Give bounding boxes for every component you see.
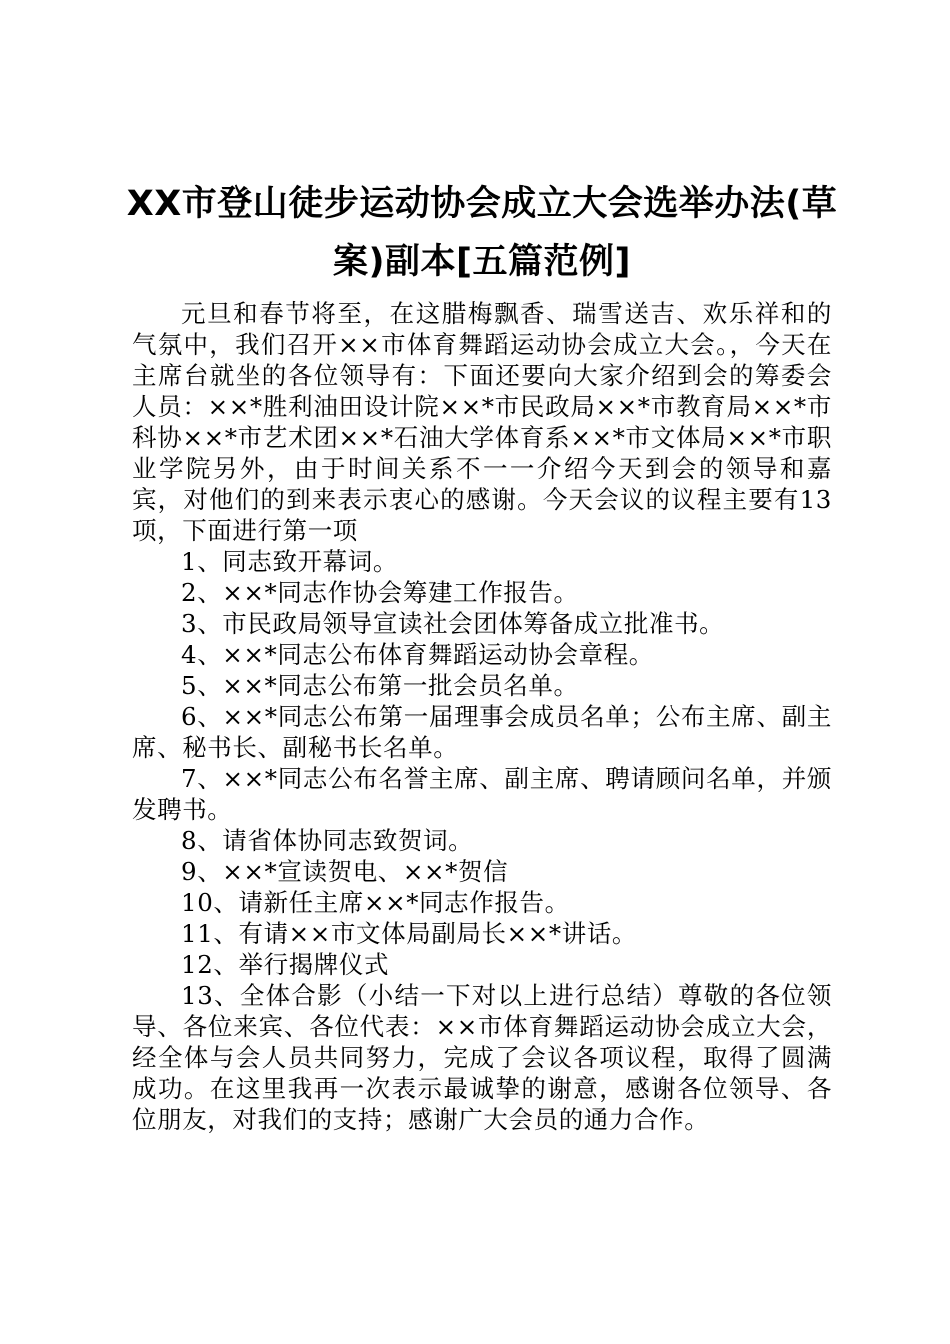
- agenda-item-3: 3、市民政局领导宣读社会团体筹备成立批准书。: [181, 609, 725, 638]
- agenda-item-4: 4、××*同志公布体育舞蹈运动协会章程。: [181, 640, 654, 669]
- agenda-item-5: 5、××*同志公布第一批会员名单。: [181, 671, 579, 700]
- agenda-item-6: 6、××*同志公布第一届理事会成员名单；公布主席、副主席、秘书长、副秘书长名单。: [132, 702, 832, 762]
- document-title: XX市登山徒步运动协会成立大会选举办法(草案)副本[五篇范例]: [126, 184, 838, 282]
- agenda-item-13-closing: 13、全体合影（小结一下对以上进行总结）尊敬的各位领导、各位来宾、各位代表：××市体育舞蹈运动协会成立大会，经全体与会人员共同努力，完成了会议各项议程，取得了圆满成功。在这里我再一次表示最诚挚的谢意，感谢各位领导、各位朋友，对我们的支持；感谢广大会员的通力合作。: [132, 981, 832, 1134]
- agenda-item-9: 9、××*宣读贺电、××*贺信: [181, 857, 509, 886]
- agenda-item-2: 2、××*同志作协会筹建工作报告。: [181, 578, 579, 607]
- agenda-item-1: 1、同志致开幕词。: [181, 547, 398, 576]
- intro-paragraph: 元旦和春节将至，在这腊梅飘香、瑞雪送吉、欢乐祥和的气氛中，我们召开××市体育舞蹈运动协会成立大会。，今天在主席台就坐的各位领导有：下面还要向大家介绍到会的筹委会人员：××*胜利油田设计院××*市民政局××*市教育局××*市科协××*市艺术团××*石油大学体育系××*市文体局××*市职业学院另外，由于时间关系不一一介绍今天到会的领导和嘉宾，对他们的到来表示衷心的感谢。今天会议的议程主要有13项，下面进行第一项: [132, 299, 832, 545]
- agenda-item-11: 11、有请××市文体局副局长××*讲话。: [181, 919, 638, 948]
- agenda-item-7: 7、××*同志公布名誉主席、副主席、聘请顾问名单，并颁发聘书。: [132, 764, 832, 824]
- agenda-item-8: 8、请省体协同志致贺词。: [181, 826, 474, 855]
- agenda-item-10: 10、请新任主席××*同志作报告。: [181, 888, 570, 917]
- agenda-item-12: 12、举行揭牌仪式: [181, 950, 390, 979]
- document-body: [132, 298, 832, 1135]
